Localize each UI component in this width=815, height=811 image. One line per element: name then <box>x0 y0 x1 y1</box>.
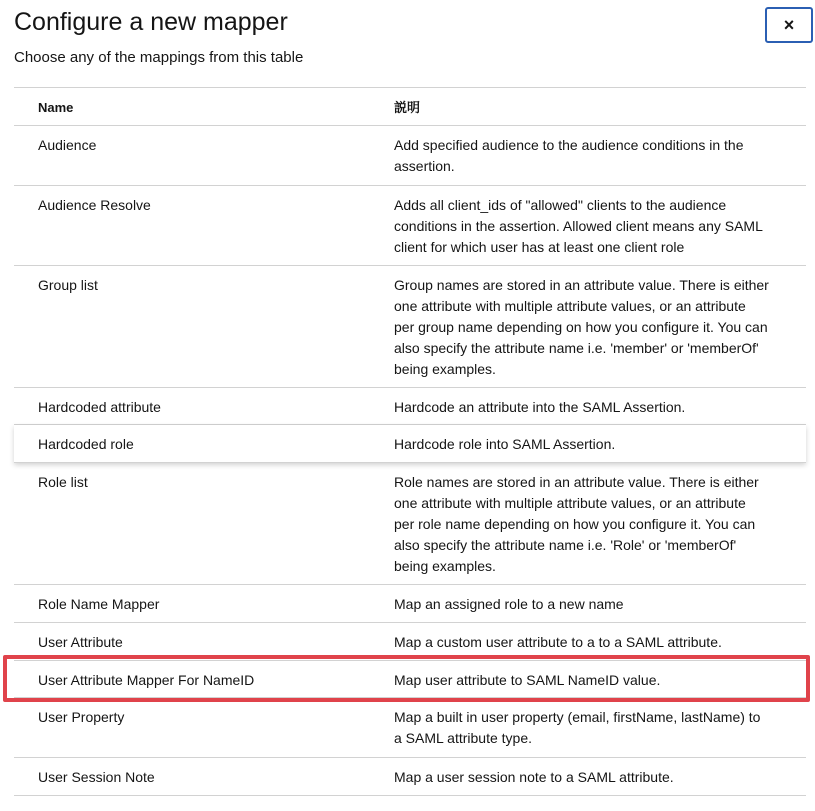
mapper-name: User Session Note <box>38 769 155 785</box>
table-row[interactable] <box>14 266 806 388</box>
table-row-selected[interactable] <box>14 661 806 698</box>
mapper-description: Hardcode role into SAML Assertion. <box>394 436 616 452</box>
close-icon: × <box>783 14 795 35</box>
table-row-hovered[interactable] <box>14 425 806 463</box>
mapper-name: Hardcoded attribute <box>38 399 161 415</box>
mapper-table <box>14 87 806 796</box>
table-row[interactable] <box>14 186 806 266</box>
modal-title: Configure a new mapper <box>14 8 288 36</box>
mapper-description: Map an assigned role to a new name <box>394 596 624 612</box>
mapper-description: Map a user session note to a SAML attribute. <box>394 769 674 785</box>
mapper-description: Adds all client_ids of "allowed" clients to the audience conditions in the assertion. Allowed client means any SAML client for which user has at least one client role <box>394 197 763 255</box>
table-row[interactable] <box>14 463 806 585</box>
mapper-description: Map user attribute to SAML NameID value. <box>394 672 661 688</box>
mapper-name: Audience <box>38 137 97 153</box>
mapper-name: User Attribute <box>38 634 123 650</box>
mapper-name: Audience Resolve <box>38 197 151 213</box>
table-row[interactable] <box>14 585 806 623</box>
mapper-description: Map a built in user property (email, firstName, lastName) to a SAML attribute type. <box>394 709 761 746</box>
table-row[interactable] <box>14 388 806 425</box>
column-header-description: 説明 <box>394 100 421 115</box>
mapper-description: Hardcode an attribute into the SAML Assertion. <box>394 399 686 415</box>
table-row[interactable] <box>14 623 806 661</box>
modal-subtitle: Choose any of the mappings from this table <box>14 49 304 66</box>
mapper-description: Add specified audience to the audience conditions in the assertion. <box>394 137 744 174</box>
table-row[interactable] <box>14 758 806 796</box>
close-button[interactable] <box>765 7 813 43</box>
mapper-name: Group list <box>38 277 98 293</box>
mapper-description: Group names are stored in an attribute value. There is either one attribute with multiple attribute values, or an attribute per group name depending on how you configure it. You can also specify the attribute name i.e. 'member' or 'memberOf' being examples. <box>394 277 769 377</box>
mapper-name: User Property <box>38 709 125 725</box>
mapper-name: Role list <box>38 474 88 490</box>
mapper-description: Role names are stored in an attribute value. There is either one attribute with multiple attribute values, or an attribute per role name depending on how you configure it. You can also specify the attribute name i.e. 'Role' or 'memberOf' being examples. <box>394 474 759 574</box>
column-header-name: Name <box>38 100 74 115</box>
mapper-name: Role Name Mapper <box>38 596 160 612</box>
mapper-name: User Attribute Mapper For NameID <box>38 672 255 688</box>
table-header <box>14 88 806 126</box>
mapper-name: Hardcoded role <box>38 436 134 452</box>
table-row[interactable] <box>14 698 806 758</box>
mapper-description: Map a custom user attribute to a to a SAML attribute. <box>394 634 722 650</box>
table-row[interactable] <box>14 126 806 186</box>
